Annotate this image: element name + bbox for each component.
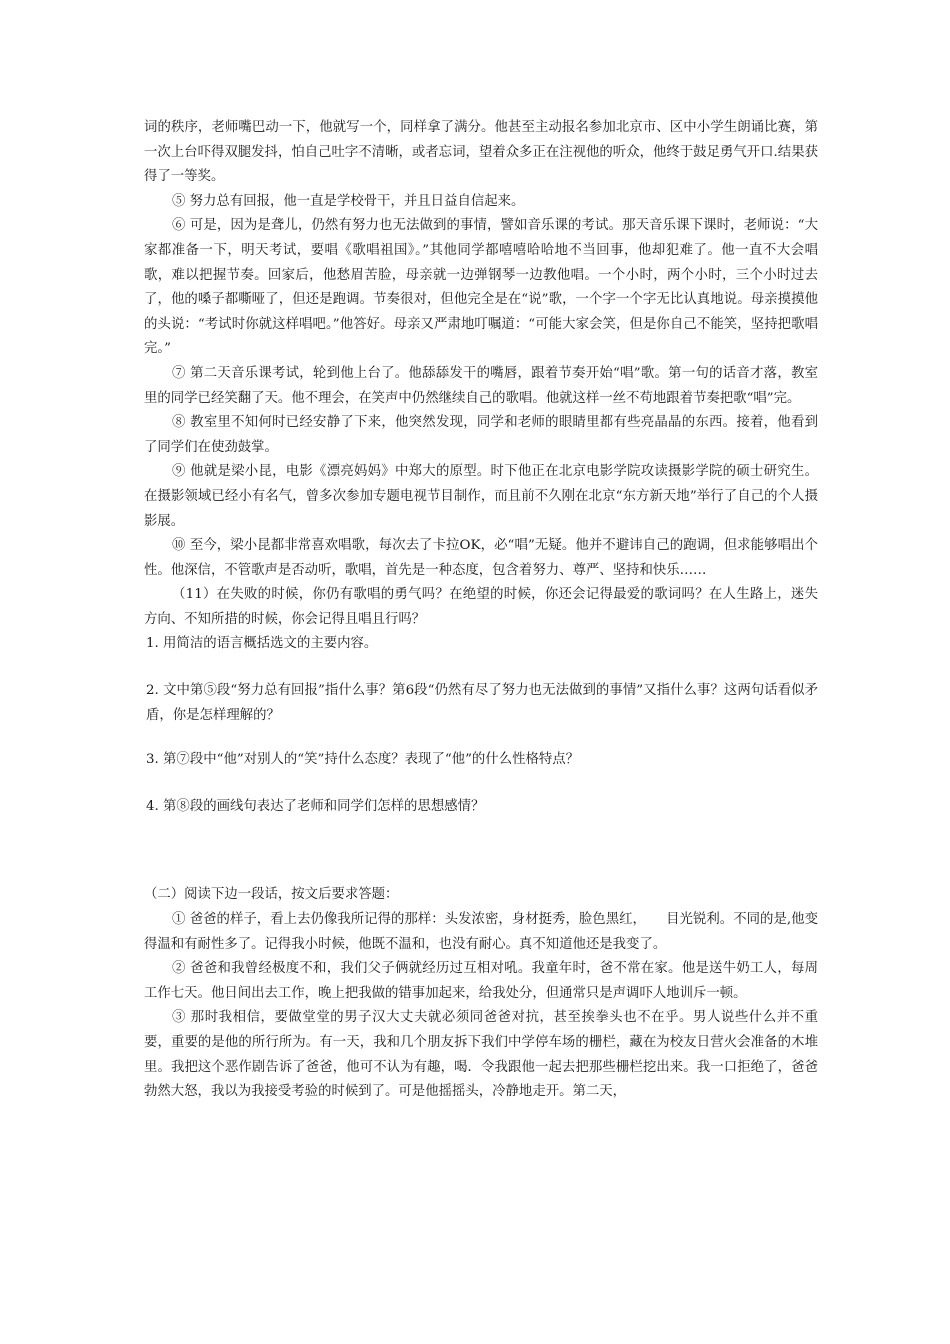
answer-space-1 xyxy=(144,657,818,679)
section-2-paragraph-1: ① 爸爸的样子，看上去仍像我所记得的那样：头发浓密，身材挺秀，脸色黑红， 目光锐利。不同的是,他变得温和有耐性多了。记得我小时候，他既不温和，也没有耐心。真不知道他还是我变了。 xyxy=(144,912,818,952)
paragraph-10: ⑩ 至今，梁小昆都非常喜欢唱歌，每次去了卡拉OK，必“唱”无疑。他并不避讳自己的跑调，但求能够唱出个性。他深信，不管歌声是否动听，歌唱，首先是一种态度，包含着努力、尊严、坚持和快乐…… xyxy=(144,538,818,578)
answer-space-4 xyxy=(144,819,818,883)
question-4: 4. 第⑧段的画线句表达了老师和同学们怎样的思想感情？ xyxy=(146,798,485,814)
paragraph-5: ⑤ 努力总有回报，他一直是学校骨干，并且日益自信起来。 xyxy=(172,193,525,209)
paragraph-11: （11）在失败的时候，你仍有歌唱的勇气吗？在绝望的时候，你还会记得最爱的歌词吗？在人生路上，迷失方向、不知所措的时候，你会记得且唱且行吗？ xyxy=(144,587,818,627)
question-2: 2. 文中第⑤段“努力总有回报”指什么事？第6段“仍然有尽了努力也无法做到的事情”又指什么事？这两句话看似矛盾，你是怎样理解的？ xyxy=(146,683,818,723)
answer-space-3 xyxy=(144,773,818,795)
paragraph-continuation: 词的秩序，老师嘴巴动一下，他就写一个，同样拿了满分。他甚至主动报名参加北京市、区中小学生朗诵比赛，第一次上台吓得双腿发抖，怕自己吐字不清晰，或者忘词，望着众多正在注视他的听众，他终于鼓足勇气开口.结果获得了一等奖。 xyxy=(144,120,818,185)
paragraph-8: ⑧ 教室里不知何时已经安静了下来，他突然发现，同学和老师的眼睛里都有些亮晶晶的东西。接着，他看到了同学们在使劲鼓掌。 xyxy=(144,415,818,455)
paragraph-6: ⑥ 可是，因为是聋儿，仍然有努力也无法做到的事情，譬如音乐课的考试。那天音乐课下课时，老师说：“大家都准备一下，明天考试，要唱《歌唱祖国》。”其他同学都嘻嘻哈哈地不当回事，他却犯难了。他一直不大会唱歌，难以把握节奏。回家后，他愁眉苦脸，母亲就一边弹钢琴一边教他唱。一个小时，两个小时，三个小时过去了，他的嗓子都嘶哑了，但还是跑调。节奏很对，但他完全是在“说”歌，一个字一个字无比认真地说。母亲摸摸他的头说：“考试时你就这样唱吧。”他答好。母亲又严肃地叮嘱道：“可能大家会笑，但是你自己不能笑，坚持把歌唱完。” xyxy=(144,218,818,357)
question-3: 3. 第⑦段中“他”对别人的“笑”持什么态度？表现了“他”的什么性格特点？ xyxy=(146,752,580,768)
section-2-paragraph-2: ② 爸爸和我曾经极度不和，我们父子俩就经历过互相对吼。我童年时，爸不常在家。他是送牛奶工人，每周工作七天。他日间出去工作，晚上把我做的错事加起来，给我处分，但通常只是声调吓人地训斥一顿。 xyxy=(144,961,818,1001)
paragraph-7: ⑦ 第二天音乐课考试，轮到他上台了。他舔舔发干的嘴唇，跟着节奏开始“唱”歌。第一句的话音才落，教室里的同学已经笑翻了天。他不理会，在笑声中仍然继续自己的歌唱。他就这样一丝不苟地跟着节奏把歌“唱”完。 xyxy=(144,365,818,406)
answer-space-2 xyxy=(144,728,818,748)
paragraph-9: ⑨ 他就是梁小昆，电影《漂亮妈妈》中郑大的原型。时下他正在北京电影学院攻读摄影学院的硕士研究生。在摄影领域已经小有名气，曾多次参加专题电视节目制作，而且前不久刚在北京“东方新天地”举行了自己的个人摄影展。 xyxy=(144,464,818,529)
section-2-paragraph-3: ③ 那时我相信，要做堂堂的男子汉大丈夫就必须同爸爸对抗，甚至挨拳头也不在乎。男人说些什么并不重要，重要的是他的所行所为。有一天，我和几个朋友拆下我们中学停车场的栅栏，藏在为校友日营火会准备的木堆里。我把这个恶作剧告诉了爸爸，他可不认为有趣，喝．令我跟他一起去把那些栅栏挖出来。我一口拒绝了，爸爸勃然大怒，我以为我接受考验的时候到了。可是他摇摇头，冷静地走开。第二天， xyxy=(144,1010,818,1100)
section-2-heading: （二）阅读下边一段话，按文后要求答题： xyxy=(144,887,399,903)
question-1: 1. 用简洁的语言概括选文的主要内容。 xyxy=(146,636,378,652)
document-page xyxy=(144,116,818,1105)
